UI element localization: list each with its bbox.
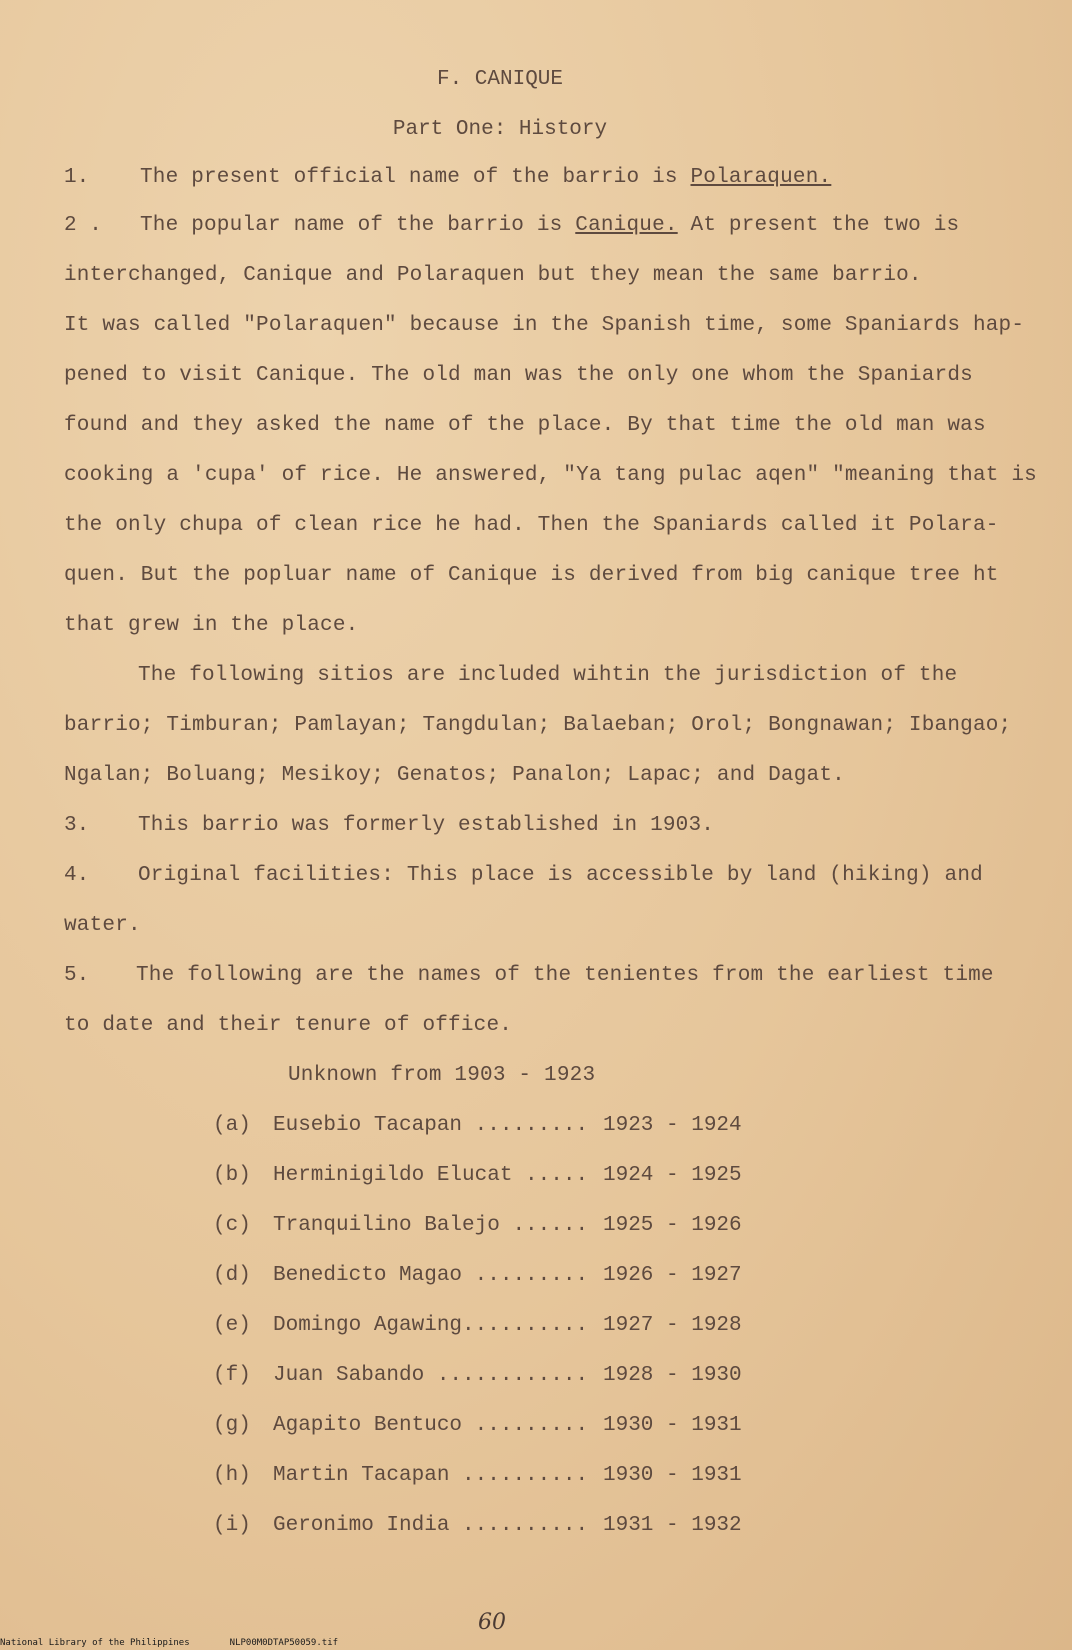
item-5-line-1: The following are the names of the tenientes from the earliest time — [136, 964, 994, 987]
item-2-line-1 — [140, 214, 959, 237]
item-2-prefix: The popular name of the barrio is — [140, 214, 563, 237]
entry-label: (d) — [213, 1264, 251, 1287]
entry-name: Geronimo India .......... — [273, 1514, 589, 1537]
entry-term: 1923 - 1924 — [603, 1114, 742, 1137]
entry-name: Eusebio Tacapan ......... — [273, 1114, 589, 1137]
teniente-entry — [213, 1164, 742, 1187]
document-heading: F. CANIQUE — [436, 68, 564, 91]
item-2-suffix: At present the two is — [690, 214, 960, 237]
item-3-text: This barrio was formerly established in 1903. — [138, 814, 715, 837]
entry-name: Agapito Bentuco ......... — [273, 1414, 589, 1437]
item-2-line-4: pened to visit Canique. The old man was the only one whom the Spaniards — [64, 364, 973, 387]
item-2-line-2: interchanged, Canique and Polaraquen but they mean the same barrio. — [64, 264, 922, 287]
teniente-entry — [213, 1214, 742, 1237]
footer-file: NLP00M0DTAP50059.tif — [229, 1638, 339, 1648]
footer-library: National Library of the Philippines — [0, 1638, 190, 1648]
item-2-line-7: the only chupa of clean rice he had. Then the Spaniards called it Polara- — [64, 514, 999, 537]
item-5-line-2: to date and their tenure of office. — [64, 1014, 513, 1037]
teniente-entry — [213, 1114, 742, 1137]
entry-term: 1931 - 1932 — [603, 1514, 742, 1537]
item-2-number: 2 . — [64, 214, 102, 237]
unknown-period: Unknown from 1903 - 1923 — [288, 1064, 596, 1087]
teniente-entry — [213, 1314, 742, 1337]
item-1-text — [140, 166, 831, 189]
page-number: 60 — [478, 1610, 506, 1635]
entry-name: Tranquilino Balejo ...... — [273, 1214, 589, 1237]
teniente-entry — [213, 1364, 742, 1387]
sitios-line-2: barrio; Timburan; Pamlayan; Tangdulan; Balaeban; Orol; Bongnawan; Ibangao; — [64, 714, 1012, 737]
sitios-line-3: Ngalan; Boluang; Mesikoy; Genatos; Panalon; Lapac; and Dagat. — [64, 764, 845, 787]
entry-term: 1927 - 1928 — [603, 1314, 742, 1337]
official-name: Polaraquen. — [690, 166, 832, 189]
entry-label: (h) — [213, 1464, 251, 1487]
teniente-entry — [213, 1464, 742, 1487]
entry-term: 1930 - 1931 — [603, 1414, 742, 1437]
teniente-entry — [213, 1414, 742, 1437]
sitios-line-1: The following sitios are included wihtin the jurisdiction of the — [138, 664, 958, 687]
entry-label: (c) — [213, 1214, 251, 1237]
entry-name: Herminigildo Elucat ..... — [273, 1164, 589, 1187]
entry-label: (b) — [213, 1164, 251, 1187]
teniente-entry — [213, 1514, 742, 1537]
item-4-line-1: Original facilities: This place is accessible by land (hiking) and — [138, 864, 983, 887]
item-1-prefix: The present official name of the barrio is — [140, 166, 678, 189]
entry-name: Domingo Agawing.......... — [273, 1314, 589, 1337]
item-2-line-8: quen. But the popluar name of Canique is derived from big canique tree ht — [64, 564, 999, 587]
item-2-line-5: found and they asked the name of the place. By that time the old man was — [64, 414, 986, 437]
entry-name: Martin Tacapan .......... — [273, 1464, 589, 1487]
item-5-number: 5. — [64, 964, 90, 987]
item-2-line-3: It was called "Polaraquen" because in the Spanish time, some Spaniards hap- — [64, 314, 1025, 337]
item-4-line-2: water. — [64, 914, 141, 937]
document-subheading: Part One: History — [392, 118, 608, 141]
teniente-entry — [213, 1264, 742, 1287]
entry-term: 1926 - 1927 — [603, 1264, 742, 1287]
entry-term: 1928 - 1930 — [603, 1364, 742, 1387]
entry-term: 1930 - 1931 — [603, 1464, 742, 1487]
entry-label: (f) — [213, 1364, 251, 1387]
popular-name: Canique. — [575, 214, 678, 237]
entry-label: (g) — [213, 1414, 251, 1437]
item-1-number: 1. — [64, 166, 90, 189]
entry-label: (i) — [213, 1514, 251, 1537]
archive-footer — [0, 1638, 378, 1648]
entry-label: (e) — [213, 1314, 251, 1337]
item-2-line-9: that grew in the place. — [64, 614, 359, 637]
entry-name: Juan Sabando ............ — [273, 1364, 589, 1387]
item-3-number: 3. — [64, 814, 90, 837]
item-4-number: 4. — [64, 864, 90, 887]
item-2-line-6: cooking a 'cupa' of rice. He answered, "Ya tang pulac aqen" "meaning that is — [64, 464, 1037, 487]
entry-term: 1925 - 1926 — [603, 1214, 742, 1237]
entry-term: 1924 - 1925 — [603, 1164, 742, 1187]
entry-name: Benedicto Magao ......... — [273, 1264, 589, 1287]
entry-label: (a) — [213, 1114, 251, 1137]
